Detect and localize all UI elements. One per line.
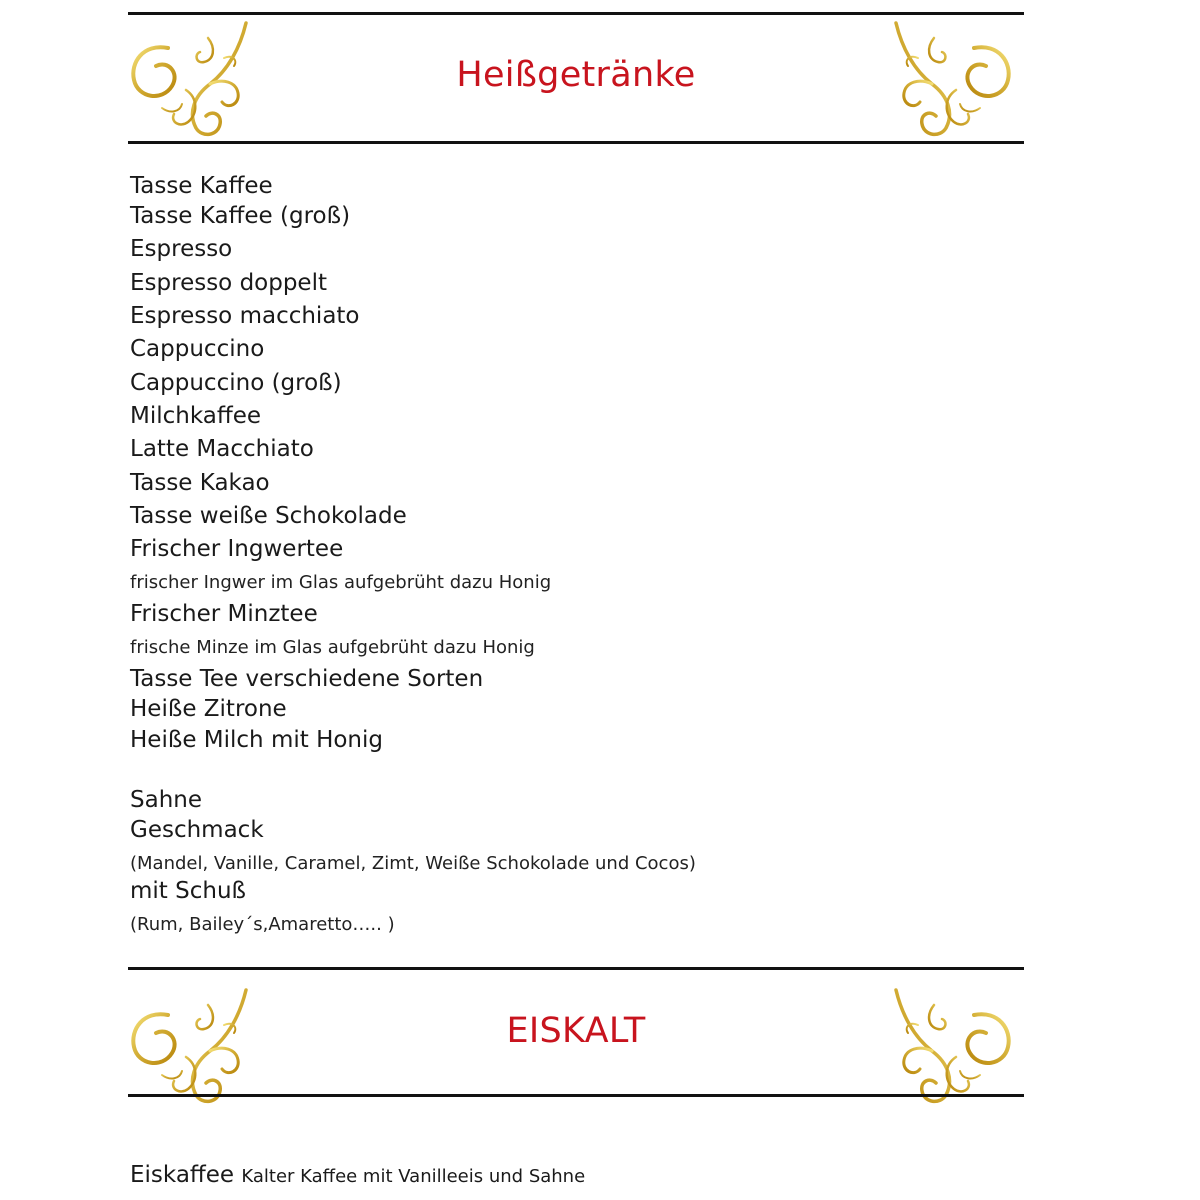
header-top-rule [128, 967, 1024, 970]
menu-item: Espresso macchiato [130, 303, 360, 329]
extra-item-description: (Rum, Bailey´s,Amaretto….. ) [130, 914, 395, 935]
menu-item: Cappuccino (groß) [130, 370, 342, 396]
extra-item-description: (Mandel, Vanille, Caramel, Zimt, Weiße Schokolade und Cocos) [130, 853, 696, 874]
menu-item: Frischer Ingwertee [130, 536, 344, 562]
menu-item: Frischer Minztee [130, 601, 318, 627]
menu-item: Latte Macchiato [130, 436, 314, 462]
menu-item [130, 1161, 585, 1191]
section-title-eiskalt: EISKALT [506, 1011, 646, 1051]
menu-item: Espresso [130, 236, 233, 262]
menu-item: Tasse Kaffee [130, 173, 273, 199]
menu-item: Tasse Kakao [130, 470, 270, 496]
header-bottom-rule [128, 1094, 1024, 1097]
menu-item-description: frischer Ingwer im Glas aufgebrüht dazu Honig [130, 572, 552, 593]
header-top-rule [128, 12, 1024, 15]
extra-item: Sahne [130, 787, 202, 813]
section-title-hot-drinks: Heißgetränke [456, 55, 696, 95]
header-bottom-rule [128, 141, 1024, 144]
extra-item: mit Schuß [130, 878, 247, 904]
gold-swirl-ornament-icon [889, 18, 1014, 143]
gold-swirl-ornament-icon [889, 985, 1014, 1110]
menu-item: Heiße Zitrone [130, 696, 287, 722]
menu-item-description: Kalter Kaffee mit Vanilleeis und Sahne [241, 1166, 586, 1187]
menu-item: Tasse Kaffee (groß) [130, 203, 351, 229]
menu-item: Heiße Milch mit Honig [130, 727, 383, 753]
menu-item: Tasse Tee verschiedene Sorten [130, 666, 484, 692]
extra-item: Geschmack [130, 817, 264, 843]
menu-item: Tasse weiße Schokolade [130, 503, 407, 529]
menu-item-name: Eiskaffee [130, 1162, 235, 1188]
menu-item: Cappuccino [130, 336, 265, 362]
menu-item: Milchkaffee [130, 403, 262, 429]
menu-item-description: frische Minze im Glas aufgebrüht dazu Honig [130, 637, 535, 658]
menu-item: Espresso doppelt [130, 270, 327, 296]
